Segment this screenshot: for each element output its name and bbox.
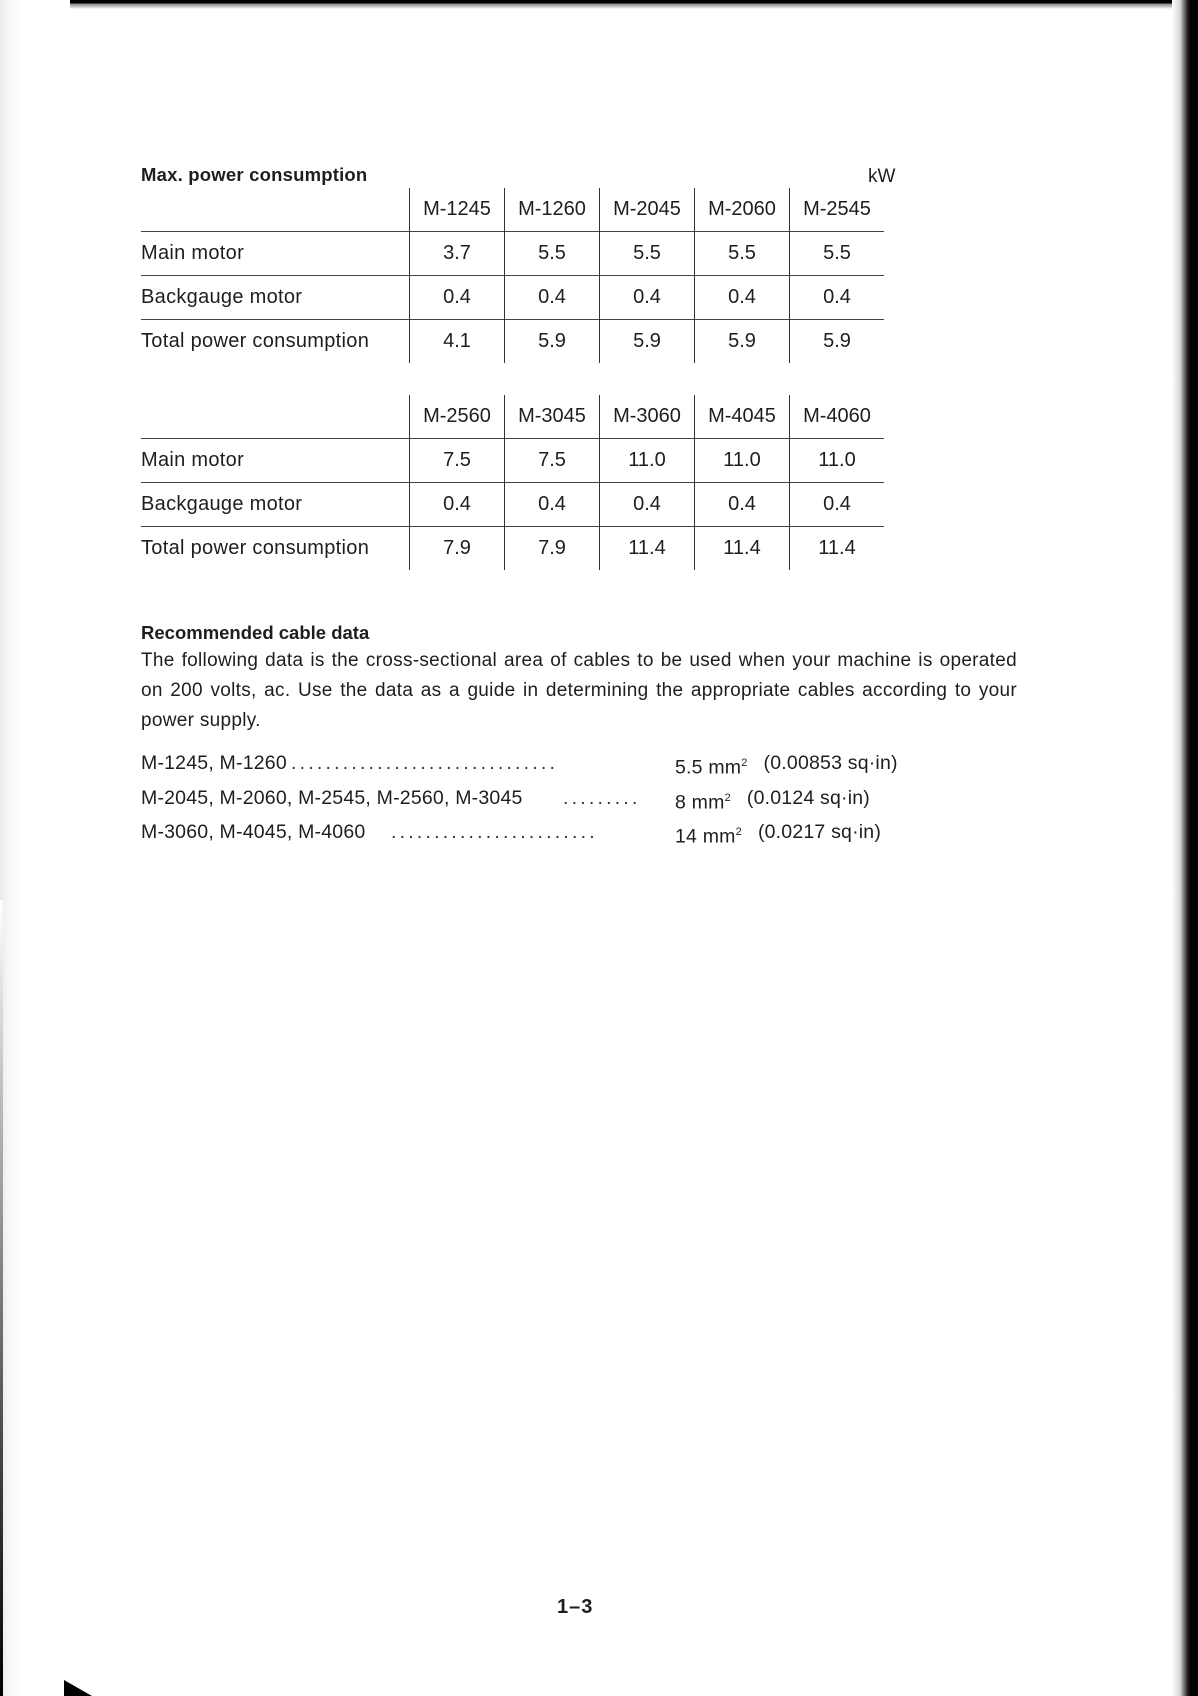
table-cell: 0.4	[505, 276, 600, 320]
superscript: 2	[741, 757, 748, 769]
table-cell: 5.5	[600, 232, 695, 276]
table-cell: 0.4	[410, 483, 505, 527]
cable-section-title: Recommended cable data	[141, 622, 370, 643]
table-cell: 4.1	[410, 320, 505, 364]
table-cell: 5.9	[790, 320, 885, 364]
model-header: M-2545	[790, 188, 885, 232]
table-row	[141, 320, 884, 364]
table-cell: 5.5	[695, 232, 790, 276]
table-cell: 0.4	[600, 483, 695, 527]
cable-area-value: 5.5 mm	[675, 756, 742, 779]
model-header: M-1245	[410, 188, 505, 232]
power-table-1	[141, 188, 884, 363]
cable-intro-paragraph: The following data is the cross-sectional area of cables to be used when your machine is operated on 200 volts, ac. Use the data as a guide in determining the appropriate cables according to your power supply.	[141, 650, 1017, 731]
model-header: M-4060	[790, 395, 885, 439]
row-label: Backgauge motor	[141, 286, 303, 308]
table-cell: 11.0	[790, 439, 885, 483]
table-row	[141, 276, 884, 320]
table-header-row	[141, 188, 884, 232]
cable-area-value: 8 mm	[675, 791, 725, 813]
table-cell: 5.5	[790, 232, 885, 276]
list-item	[141, 817, 898, 852]
power-unit-label: kW	[868, 166, 896, 187]
cable-list	[141, 748, 898, 852]
power-table-2	[141, 395, 884, 570]
cable-models: M-2045, M-2060, M-2545, M-2560, M-3045	[141, 786, 523, 809]
table-cell: 7.5	[505, 439, 600, 483]
model-header: M-3060	[600, 395, 695, 439]
cable-area	[675, 783, 731, 818]
cable-area-sqin: (0.0124 sq·in)	[746, 786, 871, 809]
cable-area	[675, 817, 742, 852]
table-row	[141, 232, 884, 276]
cable-area-sqin: (0.00853 sq·in)	[763, 752, 898, 774]
leader-dots: .........	[563, 786, 641, 809]
row-label: Main motor	[141, 242, 245, 264]
model-header: M-2045	[600, 188, 695, 232]
model-header: M-1260	[505, 188, 600, 232]
table-cell: 0.4	[600, 276, 695, 320]
list-item	[141, 748, 898, 783]
scan-corner-mark	[64, 1680, 92, 1696]
row-label: Total power consumption	[141, 330, 370, 352]
scan-top-edge	[0, 0, 1198, 9]
row-label: Backgauge motor	[141, 493, 303, 515]
table-cell: 0.4	[790, 483, 885, 527]
table-cell: 7.9	[410, 527, 505, 571]
superscript: 2	[724, 791, 731, 804]
header-empty-cell	[141, 188, 410, 232]
table-cell: 0.4	[410, 276, 505, 320]
table-cell: 3.7	[410, 232, 505, 276]
row-label: Total power consumption	[141, 537, 370, 559]
leader-dots: ........................	[391, 821, 598, 843]
table-cell: 0.4	[505, 483, 600, 527]
model-header: M-4045	[695, 395, 790, 439]
scan-left-edge-line	[0, 900, 3, 1696]
power-section-title: Max. power consumption	[141, 164, 368, 185]
model-header: M-3045	[505, 395, 600, 439]
scan-left-shadow	[0, 0, 70, 1696]
cable-models: M-3060, M-4045, M-4060	[141, 821, 366, 843]
table-cell: 0.4	[695, 276, 790, 320]
cable-area-value: 14 mm	[675, 825, 736, 848]
leader-dots: ...............................	[291, 752, 559, 774]
table-row	[141, 483, 884, 527]
table-cell: 11.0	[600, 439, 695, 483]
table-header-row	[141, 395, 884, 439]
table-cell: 0.4	[790, 276, 885, 320]
list-item	[141, 783, 898, 818]
table-cell: 0.4	[695, 483, 790, 527]
model-header: M-2060	[695, 188, 790, 232]
superscript: 2	[735, 826, 742, 838]
table-cell: 11.4	[600, 527, 695, 571]
table-cell: 11.0	[695, 439, 790, 483]
table-cell: 5.5	[505, 232, 600, 276]
cable-area	[675, 748, 748, 783]
cable-models: M-1245, M-1260	[141, 752, 287, 774]
table-cell: 5.9	[505, 320, 600, 364]
table-cell: 7.9	[505, 527, 600, 571]
table-cell: 11.4	[790, 527, 885, 571]
row-label: Main motor	[141, 449, 245, 471]
model-header: M-2560	[410, 395, 505, 439]
table-row	[141, 527, 884, 571]
header-empty-cell	[141, 395, 410, 439]
scan-right-edge	[1172, 0, 1198, 1696]
table-row	[141, 439, 884, 483]
table-cell: 5.9	[600, 320, 695, 364]
page-number: 1–3	[557, 1596, 594, 1618]
table-cell: 7.5	[410, 439, 505, 483]
table-cell: 5.9	[695, 320, 790, 364]
cable-area-sqin: (0.0217 sq·in)	[757, 821, 882, 843]
table-cell: 11.4	[695, 527, 790, 571]
